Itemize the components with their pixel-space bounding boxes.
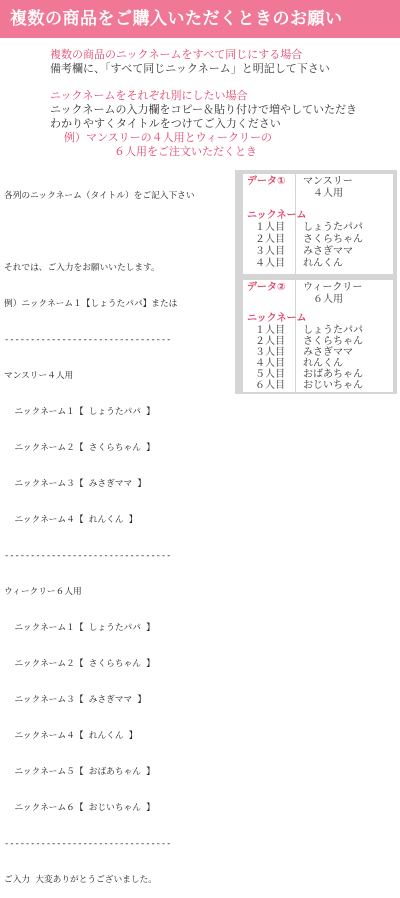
example-line2: ６人用をご注文いただくとき <box>114 145 257 158</box>
data-label: データ② <box>247 282 286 293</box>
textarea-line: ご入力 大変ありがとうございました。 <box>4 875 157 885</box>
textarea-line: ニックネーム１【 しょうたパパ 】 <box>4 407 155 417</box>
same-nickname-heading: 複数の商品のニックネームをすべて同じにする場合 <box>50 48 303 61</box>
person-label: ３人目 <box>255 347 285 358</box>
person-label: １人目 <box>255 222 285 233</box>
person-label: ２人目 <box>255 336 285 347</box>
example-line1: 例）マンスリーの４人用とウィークリーの <box>64 131 273 144</box>
person-label: １人目 <box>255 325 285 336</box>
nickname-value: れんくん <box>303 258 343 269</box>
textarea-line: ニックネーム２【 さくらちゃん 】 <box>4 443 155 453</box>
person-label: ６人目 <box>255 380 285 391</box>
data-block-1 <box>243 174 393 274</box>
different-nickname-line1: ニックネームの入力欄をコピー＆貼り付けで増やしていただき <box>50 103 358 116</box>
nickname-value: さくらちゃん <box>303 234 363 245</box>
textarea-line: -------------------------------- <box>4 551 172 561</box>
data-value: ウィークリー <box>303 282 363 293</box>
data-label: データ① <box>247 176 286 187</box>
textarea-line: それでは、ご入力をお願いいたします。 <box>4 263 160 273</box>
nickname-value: みさぎママ <box>303 246 353 257</box>
nickname-value: しょうたパパ <box>303 325 363 336</box>
nickname-label: ニックネーム <box>247 313 307 324</box>
textarea-line: ニックネーム４【 れんくん 】 <box>4 515 138 525</box>
textarea-line: 例）ニックネーム１【しょうたパパ】または <box>4 299 178 309</box>
nickname-value: おじいちゃん <box>303 380 363 391</box>
textarea-line: ニックネーム１【 しょうたパパ 】 <box>4 623 155 633</box>
person-label: ４人目 <box>255 258 285 269</box>
nickname-value: おばあちゃん <box>303 369 363 380</box>
textarea-line: -------------------------------- <box>4 335 172 345</box>
different-nickname-line2: わかりやすくタイトルをつけてご入力ください <box>50 117 281 130</box>
person-label: ３人目 <box>255 246 285 257</box>
divider <box>295 174 296 274</box>
textarea-line <box>4 226 260 238</box>
divider <box>295 280 296 392</box>
example-panel <box>235 170 397 394</box>
textarea-line: ウィークリー６人用 <box>4 587 82 597</box>
page-banner: 複数の商品をご購入いただくときのお願い <box>0 0 400 38</box>
textarea-line: 各列のニックネーム（タイトル）をご記入下さい <box>4 191 195 201</box>
person-label: ４人目 <box>255 358 285 369</box>
textarea-line: ニックネーム６【 おじいちゃん 】 <box>4 803 155 813</box>
person-label: ２人目 <box>255 234 285 245</box>
textarea-line: ニックネーム４【 れんくん 】 <box>4 731 138 741</box>
textarea-line: -------------------------------- <box>4 839 172 849</box>
textarea-line: ニックネーム３【 みさぎママ 】 <box>4 695 147 705</box>
nickname-label: ニックネーム <box>247 210 307 221</box>
nickname-textarea[interactable] <box>4 166 260 885</box>
different-nickname-heading: ニックネームをそれぞれ別にしたい場合 <box>50 89 248 102</box>
nickname-value: みさぎママ <box>303 347 353 358</box>
different-nickname-note <box>50 89 357 159</box>
textarea-line: ニックネーム３【 みさぎママ 】 <box>4 479 147 489</box>
textarea-line: ニックネーム２【 さくらちゃん 】 <box>4 659 155 669</box>
nickname-value: しょうたパパ <box>303 222 363 233</box>
data-value-sub: ６人用 <box>313 294 343 305</box>
same-nickname-instruction: 備考欄に、「すべて同じニックネーム」と明記して下さい <box>50 62 330 75</box>
textarea-line: マンスリー４人用 <box>4 371 74 381</box>
data-value: マンスリー <box>303 176 353 187</box>
nickname-value: れんくん <box>303 358 343 369</box>
textarea-line: ニックネーム５【 おばあちゃん 】 <box>4 767 155 777</box>
data-block-2 <box>243 280 393 392</box>
person-label: ５人目 <box>255 369 285 380</box>
nickname-value: さくらちゃん <box>303 336 363 347</box>
same-nickname-note <box>50 48 330 76</box>
data-value-sub: ４人用 <box>313 188 343 199</box>
